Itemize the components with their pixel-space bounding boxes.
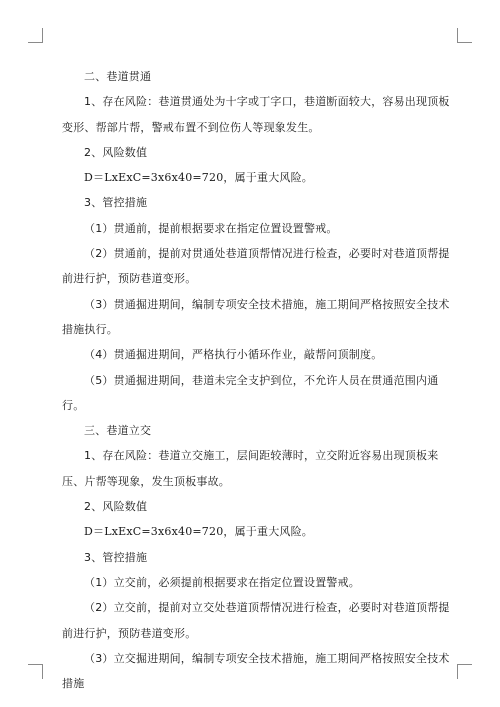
control-measure-item: （1）贯通前，提前根据要求在指定位置设置警戒。 bbox=[84, 221, 338, 235]
control-measure-item: （1）立交前，必须提前根据要求在指定位置设置警戒。 bbox=[84, 575, 360, 589]
document-body bbox=[62, 64, 450, 696]
crop-mark-bottom-right bbox=[457, 664, 472, 679]
control-measure-item: （3）立交掘进期间，编制专项安全技术措施，施工期间严格按照安全技术措施 bbox=[62, 651, 450, 691]
crop-mark-top-left bbox=[28, 28, 43, 43]
section-heading-tunnel-crossing: 三、巷道立交 bbox=[84, 424, 152, 438]
risk-description: 1、存在风险：巷道贯通处为十字或丁字口，巷道断面较大，容易出现顶板变形、帮部片帮，警戒布置不到位伤人等现象发生。 bbox=[62, 95, 450, 134]
risk-value-heading: 2、风险数值 bbox=[84, 500, 148, 514]
section-heading-tunnel-breakthrough: 二、巷道贯通 bbox=[84, 70, 152, 83]
control-measures-heading: 3、管控措施 bbox=[84, 196, 148, 210]
crop-mark-bottom-left bbox=[28, 664, 43, 679]
crop-mark-top-right bbox=[457, 28, 472, 43]
control-measure-item: （5）贯通掘进期间，巷道未完全支护到位，不允许人员在贯通范围内通行。 bbox=[62, 373, 439, 412]
risk-description: 1、存在风险：巷道立交施工，层间距较薄时，立交附近容易出现顶板来压、片帮等现象，发生顶板事故。 bbox=[62, 449, 439, 488]
control-measure-item: （4）贯通掘进期间，严格执行小循环作业，敲帮问顶制度。 bbox=[84, 348, 383, 362]
risk-value-formula: D＝LxExC=3x6x40=720，属于重大风险。 bbox=[84, 171, 314, 185]
risk-value-heading: 2、风险数值 bbox=[84, 145, 148, 159]
control-measure-item: （2）贯通前，提前对贯通处巷道顶帮情况进行检查，必要时对巷道顶帮提前进行护，预防巷道变形。 bbox=[62, 247, 450, 286]
control-measures-heading: 3、管控措施 bbox=[84, 550, 148, 564]
control-measure-item: （2）立交前，提前对立交处巷道顶帮情况进行检查，必要时对巷道顶帮提前进行护，预防巷道变形。 bbox=[62, 601, 450, 640]
risk-value-formula: D＝LxExC=3x6x40=720，属于重大风险。 bbox=[84, 525, 314, 539]
control-measure-item: （3）贯通掘进期间，编制专项安全技术措施，施工期间严格按照安全技术措施执行。 bbox=[62, 297, 450, 336]
